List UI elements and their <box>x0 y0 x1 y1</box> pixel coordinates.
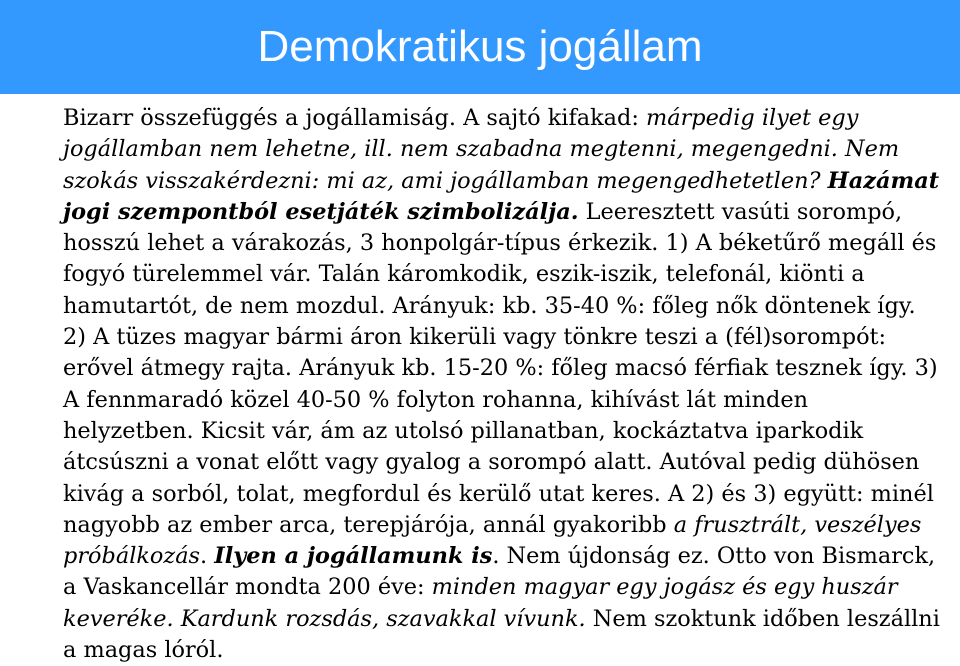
text-run-italic: minden magyar egy jogász és egy huszár keveréke. Kardunk rozsdás, szavakkal vívunk. <box>63 574 898 632</box>
text-run: . Nem újdonság ez. Otto von Bismarck, a Vaskancellár mondta 200 éve: <box>63 543 936 601</box>
text-run-italic: márpedig ilyet egy jogállamban nem lehetne, ill. nem szabadna megtenni, megengedni. Nem szokás visszakérdezni: mi az, ami jogállamban megengedhetetlen? <box>63 105 900 194</box>
slide-title: Demokratikus jogállam <box>257 22 703 71</box>
text-run-bold-italic: Ilyen a jogállamunk is <box>214 543 493 570</box>
text-run-bold-italic: Hazámat jogi szempontból esetjáték szimbolizálja. <box>63 167 940 225</box>
text-run: . <box>200 543 215 570</box>
text-run: Nem szoktunk időben leszállni a magas lóról. <box>63 605 940 664</box>
text-run <box>821 168 828 194</box>
body-paragraph <box>63 103 943 666</box>
text-run: Leeresztett vasúti sorompó, hosszú lehet a várakozás, 3 honpolgár-típus érkezik. 1) A béketűrő megáll és fogyó türelemmel vár. Talán káromkodik, eszik-iszik, telefonál, kiönti a hamutartót, de nem mozdul. Arányuk: kb. 35-40 %: főleg nők döntenek így. 2) A tüzes magyar bármi áron kikerüli vagy tönkre teszi a (fél)sorompót: erővel átmegy rajta. Arányuk kb. 15-20 %: főleg macsó férfiak tesznek így. 3) A fennmaradó közel 40-50 % folyton rohanna, kihívást lát minden helyzetben. Kicsit vár, ám az utolsó pillanatban, kockáztatva iparkodik átcsúszni a vonat előtt vagy gyalog a sorompó alatt. Autóval pedig dühösen kivág a sorból, tolat, megfordul és kerülő utat keres. A 2) és 3) együtt: minél nagyobb az ember arca, terepjárója, annál gyakoribb <box>63 198 938 538</box>
text-run: Bizarr összefüggés a jogállamiság. A sajtó kifakad: <box>63 105 647 131</box>
text-run-italic: a frusztrált, veszélyes próbálkozás <box>63 511 922 570</box>
